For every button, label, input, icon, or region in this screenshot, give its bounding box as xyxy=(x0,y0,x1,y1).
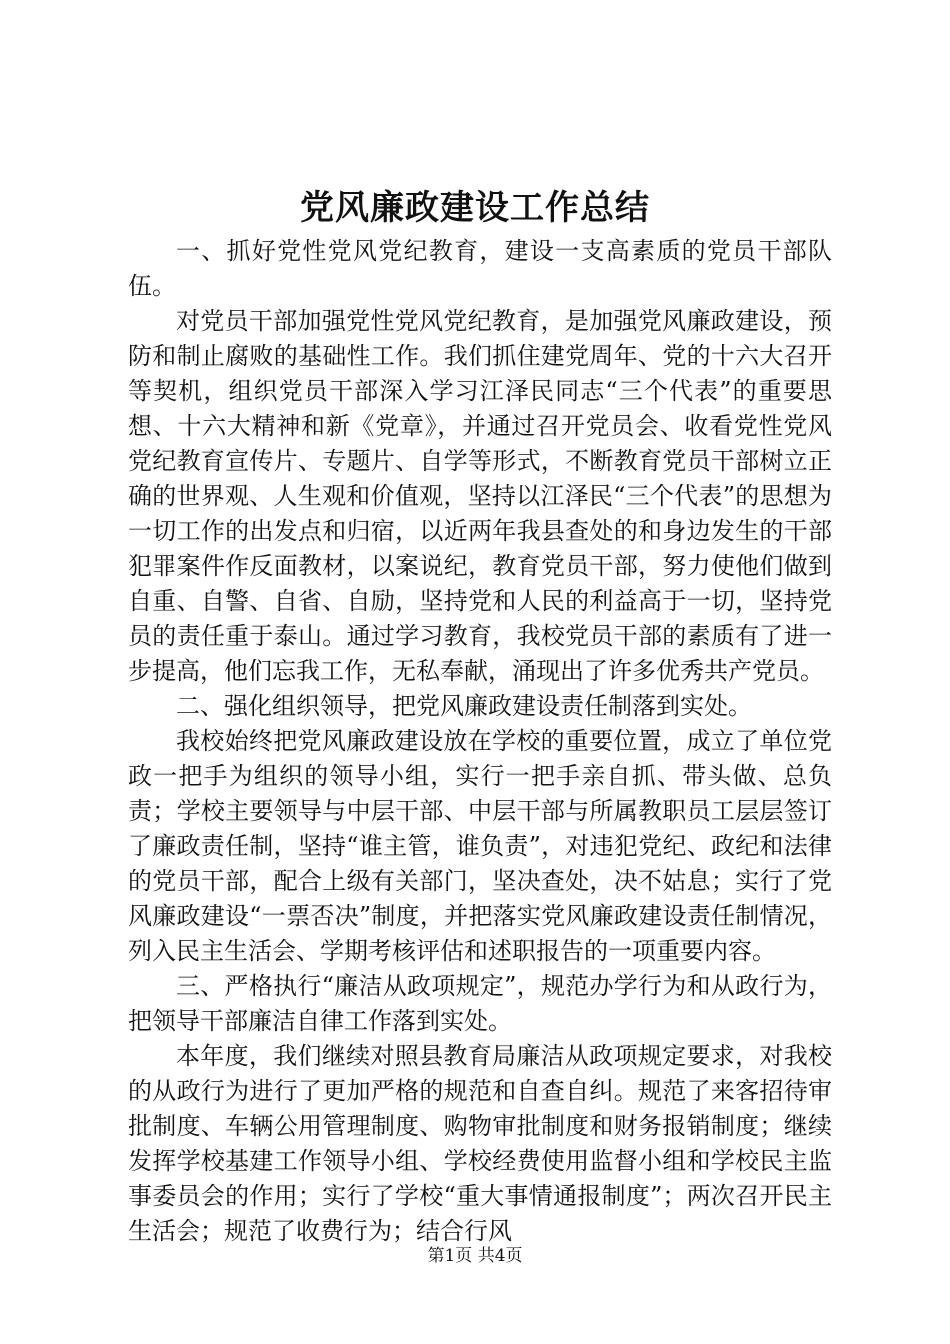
document-body xyxy=(128,234,832,1249)
paragraph-1: 对党员干部加强党性党风党纪教育，是加强党风廉政建设，预防和制止腐败的基础性工作。我们抓住建党周年、党的十六大召开等契机，组织党员干部深入学习江泽民同志“三个代表”的重要思想、十六大精神和新《党章》，并通过召开党员会、收看党性党风党纪教育宣传片、专题片、自学等形式，不断教育党员干部树立正确的世界观、人生观和价值观，坚持以江泽民“三个代表”的思想为一切工作的出发点和归宿，以近两年我县查处的和身边发生的干部犯罪案件作反面教材，以案说纪，教育党员干部，努力使他们做到自重、自警、自省、自励，坚持党和人民的利益高于一切，坚持党员的责任重于泰山。通过学习教育，我校党员干部的素质有了进一步提高，他们忘我工作，无私奉献，涌现出了许多优秀共产党员。 xyxy=(128,307,832,685)
section-heading-3: 三、严格执行“廉洁从政项规定”，规范办学行为和从政行为，把领导干部廉洁自律工作落到实处。 xyxy=(128,972,832,1035)
paragraph-3: 本年度，我们继续对照县教育局廉洁从政项规定要求，对我校的从政行为进行了更加严格的规范和自查自纠。规范了来客招待审批制度、车辆公用管理制度、购物审批制度和财务报销制度；继续发挥学校基建工作领导小组、学校经费使用监督小组和学校民主监事委员会的作用；实行了学校“重大事情通报制度”；两次召开民主生活会；规范了收费行为；结合行风 xyxy=(128,1042,832,1245)
document-title: 党风廉政建设工作总结 xyxy=(300,188,650,228)
section-heading-2: 二、强化组织领导，把党风廉政建设责任制落到实处。 xyxy=(176,692,752,720)
page-footer: 第1页 共4页 xyxy=(427,1246,523,1266)
paragraph-2: 我校始终把党风廉政建设放在学校的重要位置，成立了单位党政一把手为组织的领导小组，实行一把手亲自抓、带头做、总负责；学校主要领导与中层干部、中层干部与所属教职员工层层签订了廉政责任制，坚持“谁主管，谁负责”，对违犯党纪、政纪和法律的党员干部，配合上级有关部门，坚决查处，决不姑息；实行了党风廉政建设“一票否决”制度，并把落实党风廉政建设责任制情况，列入民主生活会、学期考核评估和述职报告的一项重要内容。 xyxy=(128,727,832,965)
section-heading-1: 一、抓好党性党风党纪教育，建设一支高素质的党员干部队伍。 xyxy=(128,237,832,300)
